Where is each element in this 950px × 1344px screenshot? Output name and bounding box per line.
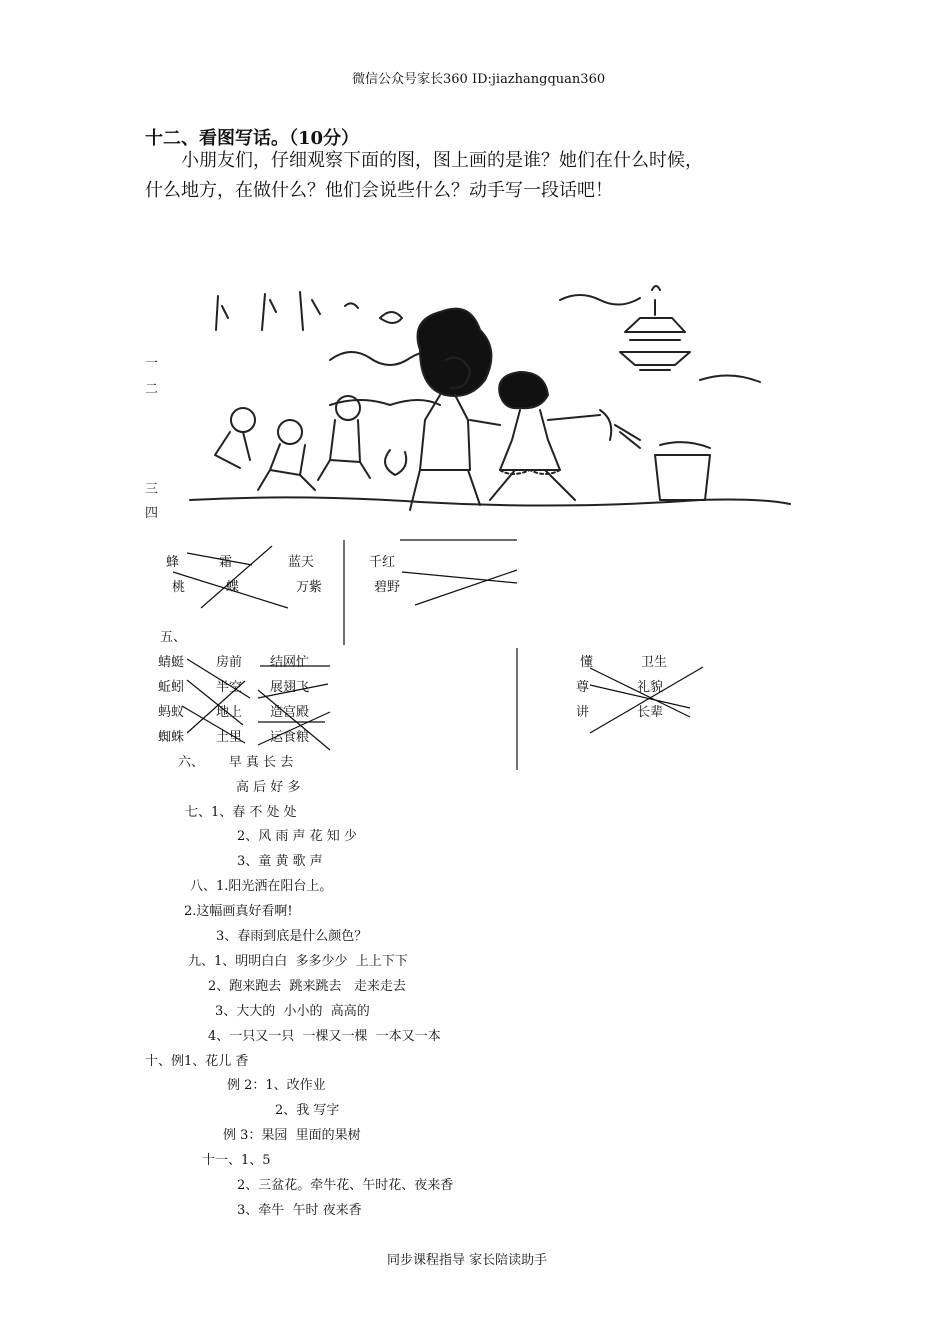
q4-word-lantian: 蓝天 (288, 555, 315, 570)
section-title: 十二、看图写话。（10分） (145, 128, 360, 149)
margin-mark-3: 三 (145, 482, 159, 497)
page-footer: 同步课程指导 家长陪读助手 (387, 1253, 548, 1268)
q4-word-tao: 桃 (172, 580, 186, 595)
q8-line-1: 八、1.阳光洒在阳台上。 (190, 879, 333, 894)
q7-line-2: 2、风 雨 声 花 知 少 (237, 829, 357, 844)
q10-line-1: 十、例1、花儿 香 (145, 1054, 249, 1069)
q4-word-feng: 蜂 (166, 555, 180, 570)
q4-word-wanzi: 万紫 (296, 580, 323, 595)
q8-line-3: 3、春雨到底是什么颜色？ (216, 929, 368, 944)
margin-mark-2: 二 (145, 382, 159, 397)
q4-word-shuang: 霜 (219, 555, 233, 570)
q5-col1-0: 蜻蜓 (158, 655, 185, 670)
instruction-line-2: 什么地方，在做什么？他们会说些什么？动手写一段话吧！ (145, 180, 613, 201)
q5-right-col1-2: 讲 (576, 705, 590, 720)
q4-word-qianhong: 千红 (369, 555, 396, 570)
instruction-line-1: 小朋友们，仔细观察下面的图，图上画的是谁？她们在什么时候， (181, 150, 703, 171)
q11-line-1: 十一、1、5 (202, 1153, 271, 1168)
q5-col2-3: 土里 (216, 730, 243, 745)
page-header: 微信公众号家长360 ID:jiazhangquan360 (352, 72, 606, 87)
q4-word-biye: 碧野 (374, 580, 401, 595)
q9-line-4: 4、一只又一只 一棵又一棵 一本又一本 (208, 1029, 441, 1044)
q5-right-col2-0: 卫生 (641, 655, 668, 670)
q9-line-3: 3、大大的 小小的 高高的 (215, 1004, 370, 1019)
q7-line-3: 3、童 黄 歌 声 (237, 854, 323, 869)
q5-col2-0: 房前 (216, 655, 243, 670)
q5-right-col1-0: 懂 (580, 655, 594, 670)
q4-word-die: 蝶 (226, 580, 240, 595)
q10-line-3: 2、我 写字 (275, 1103, 340, 1118)
q5-col3-3: 运食粮 (270, 730, 310, 745)
q5-col3-0: 结网忙 (270, 655, 310, 670)
q5-col1-1: 蚯蚓 (158, 680, 185, 695)
q5-col2-1: 半空 (216, 680, 243, 695)
q5-right-col2-1: 礼貌 (637, 680, 664, 695)
margin-mark-4: 四 (145, 506, 159, 521)
q6-line-2: 高 后 好 多 (236, 780, 301, 795)
q11-line-2: 2、三盆花。牵牛花、午时花、夜来香 (237, 1178, 454, 1193)
q11-line-3: 3、牵牛 午时 夜来香 (237, 1203, 362, 1218)
q5-col3-2: 造宫殿 (270, 705, 310, 720)
q5-col1-2: 蚂蚁 (158, 705, 185, 720)
q8-line-2: 2.这幅画真好看啊! (184, 904, 293, 919)
q10-line-4: 例 3：果园 里面的果树 (223, 1128, 361, 1143)
q9-line-1: 九、1、明明白白 多多少少 上上下下 (188, 954, 408, 969)
q7-line-1: 七、1、春 不 处 处 (185, 805, 297, 820)
q5-right-col1-1: 尊 (576, 680, 590, 695)
q5-label: 五、 (160, 630, 187, 645)
q6-line-1: 六、 早 真 长 去 (178, 755, 294, 770)
q5-col1-3: 蜘蛛 (158, 730, 185, 745)
q9-line-2: 2、跑来跑去 跳来跳去 走来走去 (208, 979, 406, 994)
margin-mark-1: 一 (145, 356, 159, 371)
q5-col3-1: 展翅飞 (270, 680, 310, 695)
q5-right-col2-2: 长辈 (637, 705, 664, 720)
q5-col2-2: 地上 (216, 705, 243, 720)
q10-line-2: 例 2：1、改作业 (227, 1078, 326, 1093)
